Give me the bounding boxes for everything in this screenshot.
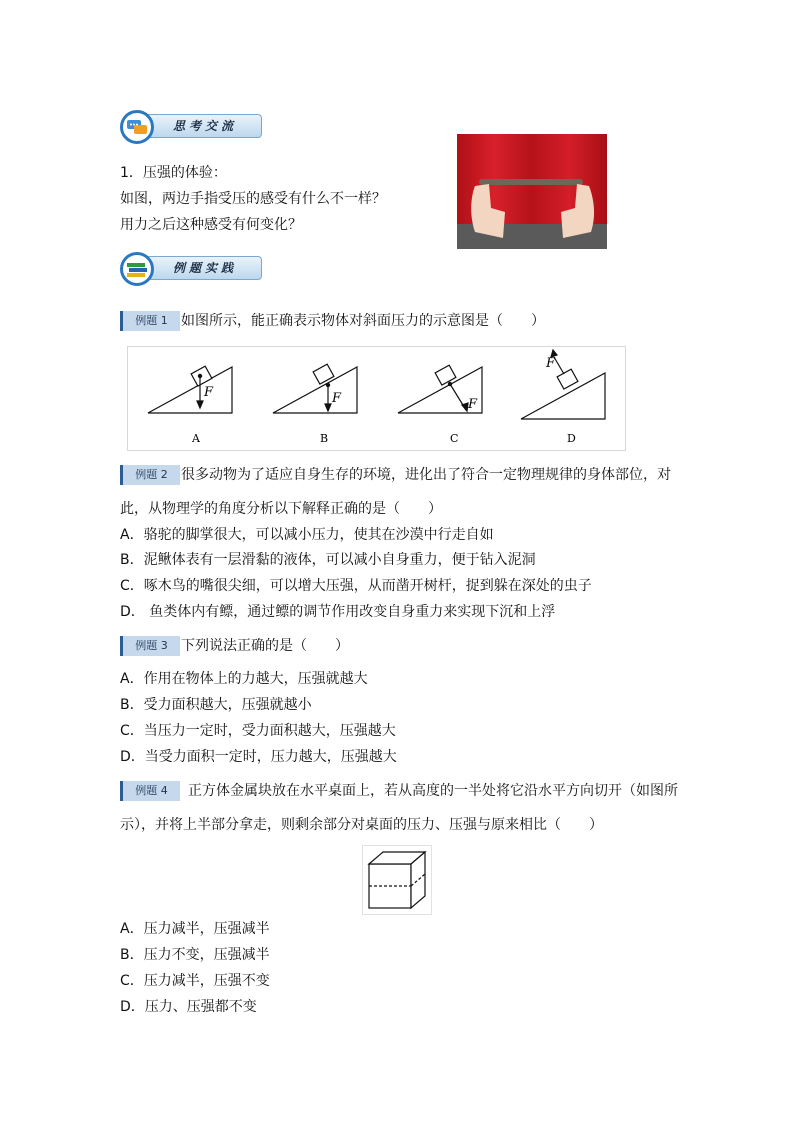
example-2-option-b: B．泥鳅体表有一层滑黏的液体，可以减小自身重力，便于钻入泥洞 <box>120 552 536 568</box>
example-1-stem: 如图所示，能正确表示物体对斜面压力的示意图是（ ） <box>181 313 545 329</box>
figure-d-label: D <box>567 432 576 445</box>
practice-banner <box>120 252 270 282</box>
example-2-option-c: C．啄木鸟的嘴很尖细，可以增大压强，从而凿开树杆，捉到躲在深处的虫子 <box>120 578 592 594</box>
example-1-tag: 例题 1 <box>120 311 180 331</box>
example-2-stem-line1: 很多动物为了适应自身生存的环境，进化出了符合一定物理规律的身体部位，对 <box>181 467 671 483</box>
figure-b-force: F <box>332 391 342 406</box>
example-3-option-b: B．受力面积越大，压强就越小 <box>120 697 312 713</box>
example-4-option-b: B．压力不变，压强减半 <box>120 947 270 963</box>
think-banner <box>120 110 270 140</box>
think-q1-line2: 如图，两边手指受压的感受有什么不一样？ <box>120 191 386 207</box>
example-3-stem: 下列说法正确的是（ ） <box>181 638 349 654</box>
think-q1-line3: 用力之后这种感受有何变化？ <box>120 217 302 233</box>
figure-a-label: A <box>192 432 200 445</box>
example-2-option-d: D． 鱼类体内有鳔，通过鳔的调节作用改变自身重力来实现下沉和上浮 <box>120 604 556 620</box>
example-4-option-c: C．压力减半，压强不变 <box>120 973 270 989</box>
figure-d <box>521 350 605 419</box>
example-4-option-a: A．压力减半，压强减半 <box>120 921 270 937</box>
think-q1-title: 1．压强的体验： <box>120 165 227 181</box>
figure-c-label: C <box>450 432 459 445</box>
figure-d-force: F <box>546 356 556 371</box>
example-4-stem-line2: 示），并将上半部分拿走，则剩余部分对桌面的压力、压强与原来相比（ ） <box>120 817 603 833</box>
chat-bubble-icon <box>120 110 154 144</box>
example-3-option-a: A．作用在物体上的力越大，压强就越大 <box>120 671 368 687</box>
incline-figures <box>127 346 626 451</box>
example-3-option-c: C．当压力一定时，受力面积越大，压强越大 <box>120 723 396 739</box>
example-4-option-d: D．压力、压强都不变 <box>120 999 257 1015</box>
example-3-tag: 例题 3 <box>120 636 180 656</box>
example-3-option-d: D．当受力面积一定时，压力越大，压强越大 <box>120 749 397 765</box>
think-banner-title: 思考交流 <box>173 119 238 133</box>
example-4-tag: 例题 4 <box>120 781 180 801</box>
practice-banner-title: 例题实践 <box>173 261 238 275</box>
example-4-stem-line1: 正方体金属块放在水平桌面上，若从高度的一半处将它沿水平方向切开（如图所 <box>188 783 678 799</box>
cube-figure <box>362 845 432 915</box>
figure-a <box>148 366 232 413</box>
example-2-tag: 例题 2 <box>120 465 180 485</box>
example-2-option-a: A．骆驼的脚掌很大，可以减小压力，使其在沙漠中行走自如 <box>120 527 494 543</box>
figure-c-force: F <box>468 397 478 412</box>
figure-a-force: F <box>204 385 214 400</box>
figure-b <box>273 364 357 413</box>
figure-b-label: B <box>320 432 329 445</box>
finger-pencil-photo <box>457 134 607 249</box>
example-2-stem-line2: 此，从物理学的角度分析以下解释正确的是（ ） <box>120 501 442 517</box>
books-icon <box>120 252 154 286</box>
